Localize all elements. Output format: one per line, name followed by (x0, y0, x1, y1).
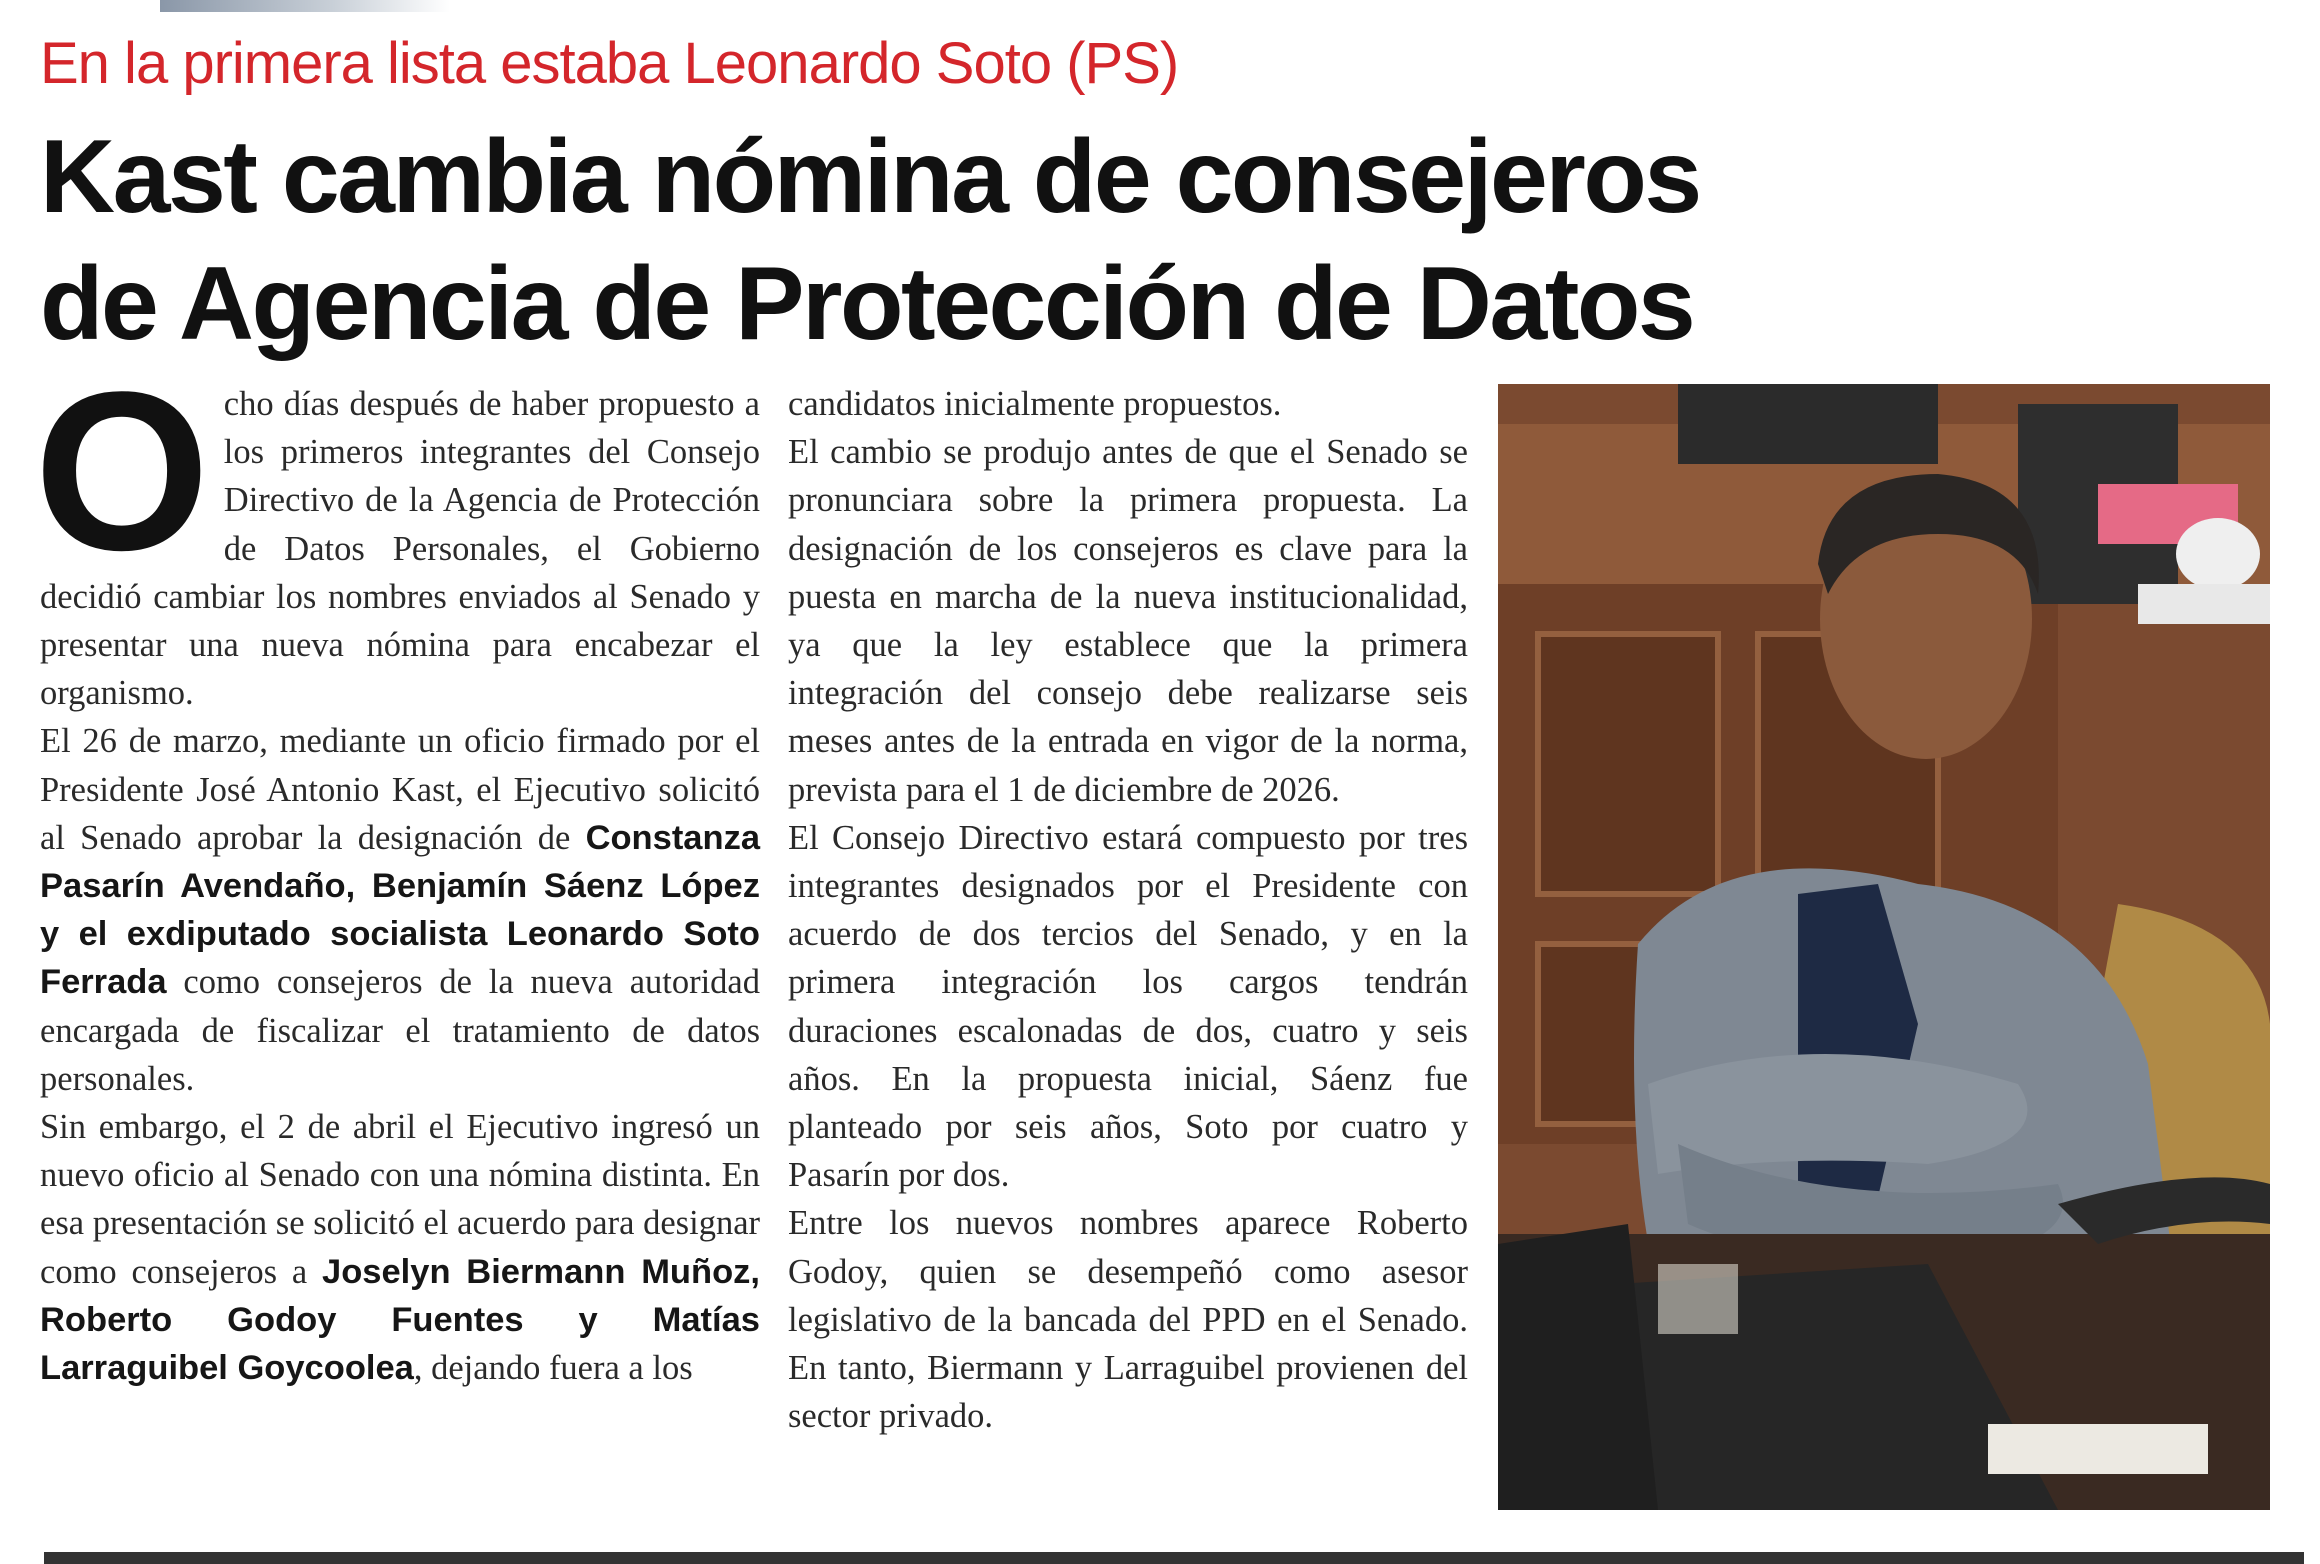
paragraph-1-text: cho días después de haber propuesto a los primeros integrantes del Consejo Directivo de la Agencia de Protección de Datos Personales, el Gobierno decidió cambiar los nombres enviados al Senado y presentar una nueva nómina para encabezar el organismo. (40, 385, 760, 713)
paragraph-4: candidatos inicialmente propuestos. (788, 385, 1282, 423)
paragraph-7: Entre los nuevos nombres aparece Roberto Godoy, quien se desempeñó como asesor legislativo de la bancada del PPD en el Senado. En tanto, Biermann y Larraguibel provienen del sector privado. (788, 1204, 1468, 1436)
article-column-2 (788, 380, 1468, 1440)
article-column-1 (34, 344, 760, 1392)
paragraph-3-start: Sin embargo, el 2 de abril el Ejecutivo ingresó un nuevo oficio al Senado con una nómina distinta. En esa presentación se solicitó el acuerdo para designar como consejeros a (40, 1108, 760, 1291)
paragraph-3 (40, 1103, 760, 1392)
article-headline (40, 114, 1700, 368)
paragraph-3-end: , dejando fuera a los (413, 1349, 693, 1388)
paragraph-2 (40, 717, 760, 1103)
headline-line-2: de Agencia de Protección de Datos (40, 246, 1694, 362)
paragraph-2-start: El 26 de marzo, mediante un oficio firmado por el Presidente José Antonio Kast, el Ejecutivo solicitó al Senado aprobar la designación de (40, 722, 760, 857)
paragraph-6: El Consejo Directivo estará compuesto por tres integrantes designados por el Presidente con acuerdo de dos tercios del Senado, y en la primera integración los cargos tendrán duraciones escalonadas de dos, cuatro y seis años. En la propuesta inicial, Sáenz fue planteado por seis años, Soto por cuatro y Pasarín por dos. (788, 818, 1468, 1195)
first-nominees-names: Constanza Pasarín Avendaño, Benjamín Sáenz López y el exdiputado socialista Leonardo Soto Ferrada (40, 818, 760, 1002)
previous-article-image-strip (160, 0, 450, 12)
drop-cap: O (34, 344, 210, 597)
senate-photo-illustration (1498, 384, 2270, 1510)
new-nominees-names: Joselyn Biermann Muñoz, Roberto Godoy Fuentes y Matías Larraguibel Goycoolea (40, 1252, 760, 1388)
article-kicker: En la primera lista estaba Leonardo Soto (PS) (40, 31, 1179, 96)
paragraph-2-end: como consejeros de la nueva autoridad encargada de fiscalizar el tratamiento de datos personales. (40, 963, 760, 1098)
paragraph-5: El cambio se produjo antes de que el Senado se pronunciara sobre la primera propuesta. La designación de los consejeros es clave para la puesta en marcha de la nueva institucionalidad, ya que la ley establece que la primera integración del consejo debe realizarse seis meses antes de la entrada en vigor de la norma, prevista para el 1 de diciembre de 2026. (788, 433, 1468, 809)
paragraph-1 (34, 344, 760, 717)
bottom-rule (44, 1552, 2304, 1564)
headline-line-1: Kast cambia nómina de consejeros (40, 119, 1700, 235)
article-photo (1498, 384, 2270, 1510)
